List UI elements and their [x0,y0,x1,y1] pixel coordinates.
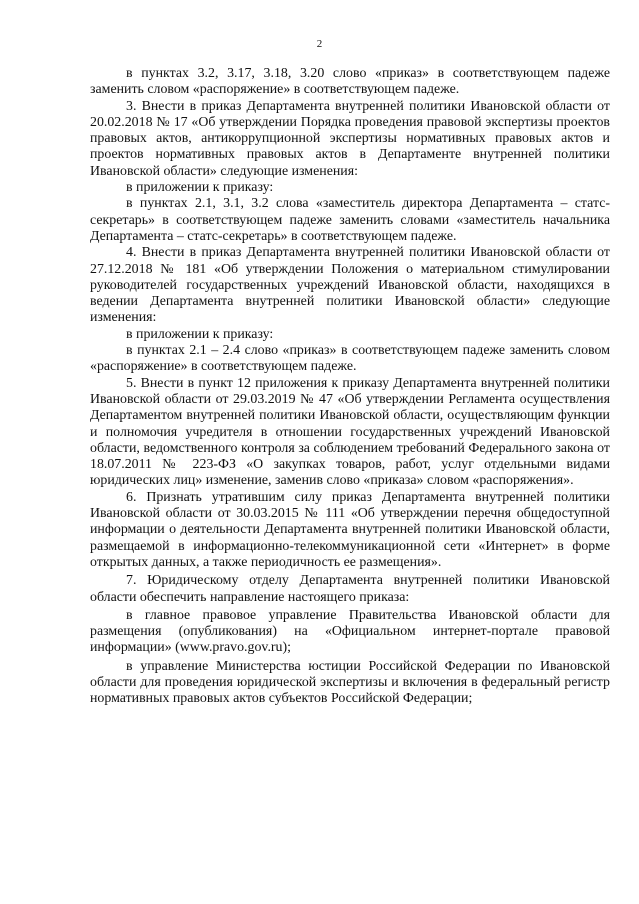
paragraph: 7. Юридическому отделу Департамента внутренней политики Ивановской области обеспечить направление настоящего приказа: [90,573,610,605]
paragraph: 5. Внести в пункт 12 приложения к приказу Департамента внутренней политики Ивановской области от 29.03.2019 № 47 «Об утверждении Регламента осуществления Департаментом внутренней политики Ивановской области, осуществляющим функции и полномочия учредителя в отношении государственных учреждений Ивановской области, ведомственного контроля за соблюдением требований Федерального закона от 18.07.2011 № 223-ФЗ «О закупках товаров, работ, услуг отдельными видами юридических лиц» изменение, заменив слово «приказа» словом «распоряжения». [90,375,610,489]
paragraph: в главное правовое управление Правительства Ивановской области для размещения (опубликования) на «Официальном интернет-портале правовой информации» (www.pravo.gov.ru); [90,607,610,656]
paragraph: в пунктах 2.1 – 2.4 слово «приказ» в соответствующем падеже заменить словом «распоряжение» в соответствующем падеже. [90,343,610,375]
paragraph: в пунктах 2.1, 3.1, 3.2 слова «заместитель директора Департамента – статс-секретарь» в соответствующем падеже заменить словами «заместитель начальника Департамента – статс-секретарь» в соответствующем падеже. [90,196,610,244]
paragraph: 4. Внести в приказ Департамента внутренней политики Ивановской области от 27.12.2018 № 181 «Об утверждении Положения о материальном стимулировании руководителей государственных учреждений Ивановской области, находящихся в ведении Департамента внутренней политики Ивановской области» следующие изменения: [90,245,610,326]
paragraph: в пунктах 3.2, 3.17, 3.18, 3.20 слово «приказ» в соответствующем падеже заменить словом «распоряжение» в соответствующем падеже. [90,66,610,98]
paragraph: 6. Признать утратившим силу приказ Департамента внутренней политики Ивановской области от 30.03.2015 № 111 «Об утверждении перечня общедоступной информации о деятельности Департамента внутренней политики Ивановской области, размещаемой в информационно-телекоммуникационной сети «Интернет» в форме открытых данных, а также периодичность ее размещения». [90,489,610,570]
paragraph: 3. Внести в приказ Департамента внутренней политики Ивановской области от 20.02.2018 № 17 «Об утверждении Порядка проведения правовой экспертизы проектов правовых актов, антикоррупционной экспертизы нормативных правовых актов и проектов нормативных правовых актов в Департаменте внутренней политики Ивановской области» следующие изменения: [90,98,610,179]
paragraph: в приложении к приказу: [126,180,274,196]
paragraph: в приложении к приказу: [126,326,274,342]
document-body [90,66,610,708]
paragraph: в управление Министерства юстиции Российской Федерации по Ивановской области для проведения юридической экспертизы и включения в федеральный регистр нормативных правовых актов субъектов Российской Федерации; [90,658,610,707]
page-number: 2 [316,38,323,50]
